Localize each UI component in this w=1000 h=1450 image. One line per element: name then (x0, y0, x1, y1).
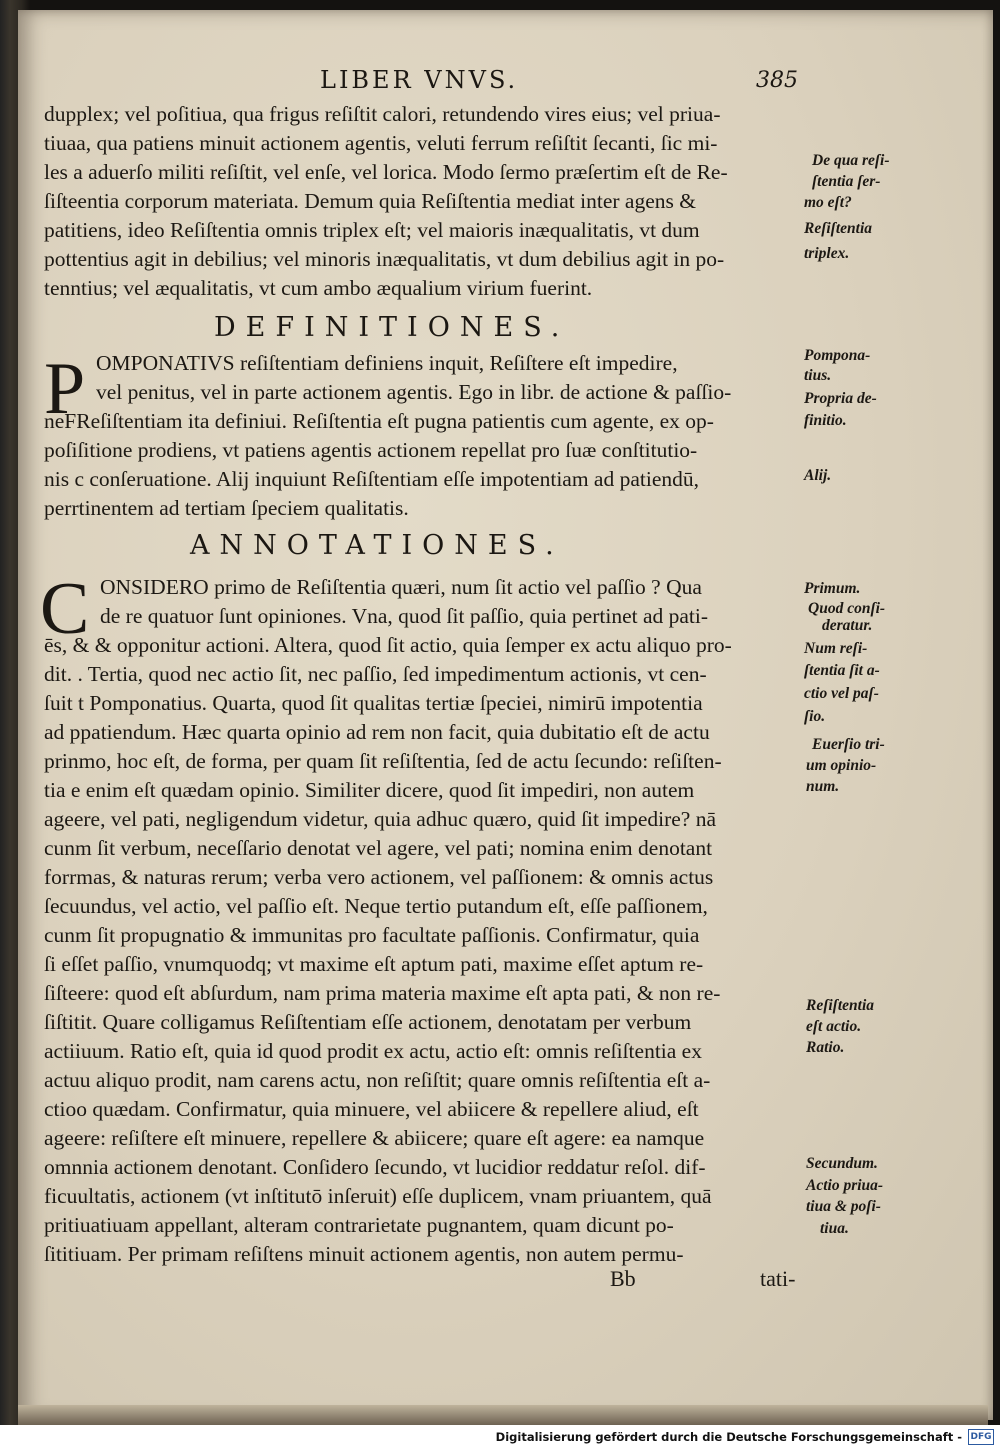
margin-note: mo eſt? (804, 194, 852, 211)
text-line: ſiſteere: quod eſt abſurdum, nam prima materia maxime eſt apta pati, & non re- (44, 981, 721, 1005)
text-line: ctioo quædam. Confirmatur, quia minuere, vel abiicere & repellere aliud, eſt (44, 1097, 699, 1121)
text-line: ēs, & & opponitur actioni. Altera, quod ſit actio, quia ſemper ex actu aliquo pro- (44, 633, 732, 657)
text-line: tiuaa, qua patiens minuit actionem agentis, veluti ferrum reſiſtit ſecanti, ſic mi- (44, 131, 718, 155)
section-heading-annotationes: ANNOTATIONES. (190, 530, 564, 561)
text-line: ONSIDERO primo de Reſiſtentia quæri, num ſit actio vel paſſio ? Qua (100, 575, 702, 599)
section-heading-definitiones: DEFINITIONES. (214, 312, 570, 343)
margin-note: Pompona- (804, 347, 871, 364)
text-line: ficuultatis, actionem (vt inſtitutō inſeruit) eſſe duplicem, vnam priuantem, quā (44, 1184, 712, 1208)
margin-note: tius. (804, 367, 832, 384)
text-line: ſiſteentia corporum materiata. Demum quia Reſiſtentia mediat inter agens & (44, 189, 696, 213)
margin-note: ſtentia ſit a- (804, 662, 880, 679)
text-line: cunm ſit propugnatio & immunitas pro facultate paſſionis. Confirmatur, quia (44, 923, 700, 947)
page-edge (18, 1405, 988, 1425)
text-line: ſuit t Pomponatius. Quarta, quod ſit qualitas tertiæ ſpeciei, nimirū impotentia (44, 691, 703, 715)
text-line: ad ppatiendum. Hæc quarta opinio ad rem non facit, quia dubitatio eſt de actu (44, 720, 710, 744)
margin-note: finitio. (804, 412, 847, 429)
text-line: omnnia actionem denotant. Conſidero ſecundo, vt lucidior reddatur reſol. dif- (44, 1155, 706, 1179)
margin-note: eſt actio. (806, 1018, 862, 1035)
margin-note: tiua. (820, 1220, 849, 1237)
text-line: actiiuum. Ratio eſt, quia id quod prodit ex actu, actio eſt: omnis reſiſtentia ex (44, 1039, 702, 1063)
text-line: forrmas, & naturas rerum; verba vero actionem, vel paſſionem: & omnis actus (44, 865, 714, 889)
digitization-footer (0, 1425, 1000, 1450)
margin-note: De qua reſi- (812, 152, 890, 169)
text-line: prinmo, hoc eſt, de forma, per quam ſit reſiſtentia, ſed de actu ſecundo: reſiſten- (44, 749, 722, 773)
text-line: dit. . Tertia, quod nec actio ſit, nec paſſio, ſed impedimentum actionis, vt cen- (44, 662, 707, 686)
page-number: 385 (756, 68, 798, 93)
digitization-credit: Digitalisierung gefördert durch die Deutsche Forschungsgemeinschaft - (495, 1430, 962, 1444)
text-line: tia e enim eſt quædam opinio. Similiter dicere, quod ſit impediri, non autem (44, 778, 695, 802)
margin-note: Primum. (804, 580, 861, 597)
margin-note: tiua & poſi- (806, 1198, 881, 1215)
text-line: dupplex; vel poſitiua, qua frigus reſiſtit calori, retundendo vires eius; vel priua- (44, 102, 721, 126)
text-line: pritiuatiuam appellant, alteram contrarietate pugnantem, quam dicunt po- (44, 1213, 674, 1237)
margin-note: num. (806, 778, 840, 795)
margin-note: Ratio. (806, 1039, 845, 1056)
margin-note: triplex. (804, 245, 850, 262)
text-line: actuu aliquo prodit, nam carens actu, non reſiſtit; quare omnis reſiſtentia eſt a- (44, 1068, 711, 1092)
margin-note: Quod conſi- (808, 600, 886, 617)
drop-capital: P (44, 348, 86, 430)
signature-mark: Bb (610, 1266, 636, 1291)
text-line: patitiens, ideo Reſiſtentia omnis triplex eſt; vel maioris inæqualitatis, vt dum (44, 218, 700, 242)
margin-note: Secundum. (806, 1155, 878, 1172)
text-line: perrtinentem ad tertiam ſpeciem qualitatis. (44, 496, 409, 520)
text-line: ſiſtitit. Quare colligamus Reſiſtentiam eſſe actionem, denotatam per verbum (44, 1010, 692, 1034)
text-line: ageere, vel pati, negligendum videtur, quia adhuc quæro, quid ſit impedire? nā (44, 807, 717, 831)
margin-note: deratur. (822, 617, 873, 634)
margin-note: ſtentia ſer- (812, 173, 881, 190)
text-line: neFReſiſtentiam ita definiui. Reſiſtentia eſt pugna patientis cum agente, ex op- (44, 409, 714, 433)
margin-note: Euerſio tri- (812, 736, 885, 753)
margin-note: Reſiſtentia (806, 997, 875, 1014)
margin-note: Actio priua- (806, 1177, 884, 1194)
text-line: vel penitus, vel in parte actionem agentis. Ego in libr. de actione & paſſio- (96, 380, 732, 404)
running-head: LIBER VNVS. (320, 66, 519, 94)
text-line: ageere: reſiſtere eſt minuere, repellere & abiicere; quare eſt agere: ea namque (44, 1126, 705, 1150)
margin-note: Num reſi- (804, 640, 868, 657)
catchword: tati- (760, 1266, 796, 1291)
text-line: de re quatuor ſunt opiniones. Vna, quod ſit paſſio, quia pertinet ad pati- (100, 604, 709, 628)
margin-note: ſio. (804, 708, 826, 725)
text-line: nis c conſeruatione. Alij inquiunt Reſiſtentiam eſſe impotentiam ad patiendū, (44, 467, 700, 491)
text-line: pottentius agit in debilius; vel minoris inæqualitatis, vt dum debilius agit in po- (44, 247, 725, 271)
margin-note: Propria de- (804, 390, 877, 407)
margin-note: um opinio- (806, 757, 877, 774)
text-line: OMPONATIVS reſiſtentiam definiens inquit, Reſiſtere eſt impedire, (96, 351, 678, 375)
text-line: ſecuundus, vel actio, vel paſſio eſt. Neque tertio putandum eſt, eſſe paſſionem, (44, 894, 708, 918)
text-line: tenntius; vel æqualitatis, vt cum ambo æqualium virium fuerint. (44, 276, 593, 300)
drop-capital: C (40, 568, 90, 650)
text-line: les a aduerſo militi reſiſtit, vel enſe, vel lorica. Modo ſermo præſertim eſt de Re- (44, 160, 728, 184)
margin-note: Reſiſtentia (804, 220, 873, 237)
margin-note: ctio vel paſ- (804, 685, 879, 702)
text-line: poſiſitione prodiens, vt patiens agentis actionem repellat pro ſuæ conſtitutio- (44, 438, 698, 462)
dfg-logo-icon: DFG (968, 1429, 994, 1445)
text-line: ſi eſſet paſſio, vnumquodq; vt maxime eſt aptum pati, maxime eſſet aptum re- (44, 952, 704, 976)
text-line: cunm ſit verbum, neceſſario denotat vel agere, vel pati; nomina enim denotant (44, 836, 713, 860)
margin-note: Alij. (804, 467, 832, 484)
text-line: ſititiuam. Per primam reſiſtens minuit actionem agentis, non autem permu- (44, 1242, 684, 1266)
